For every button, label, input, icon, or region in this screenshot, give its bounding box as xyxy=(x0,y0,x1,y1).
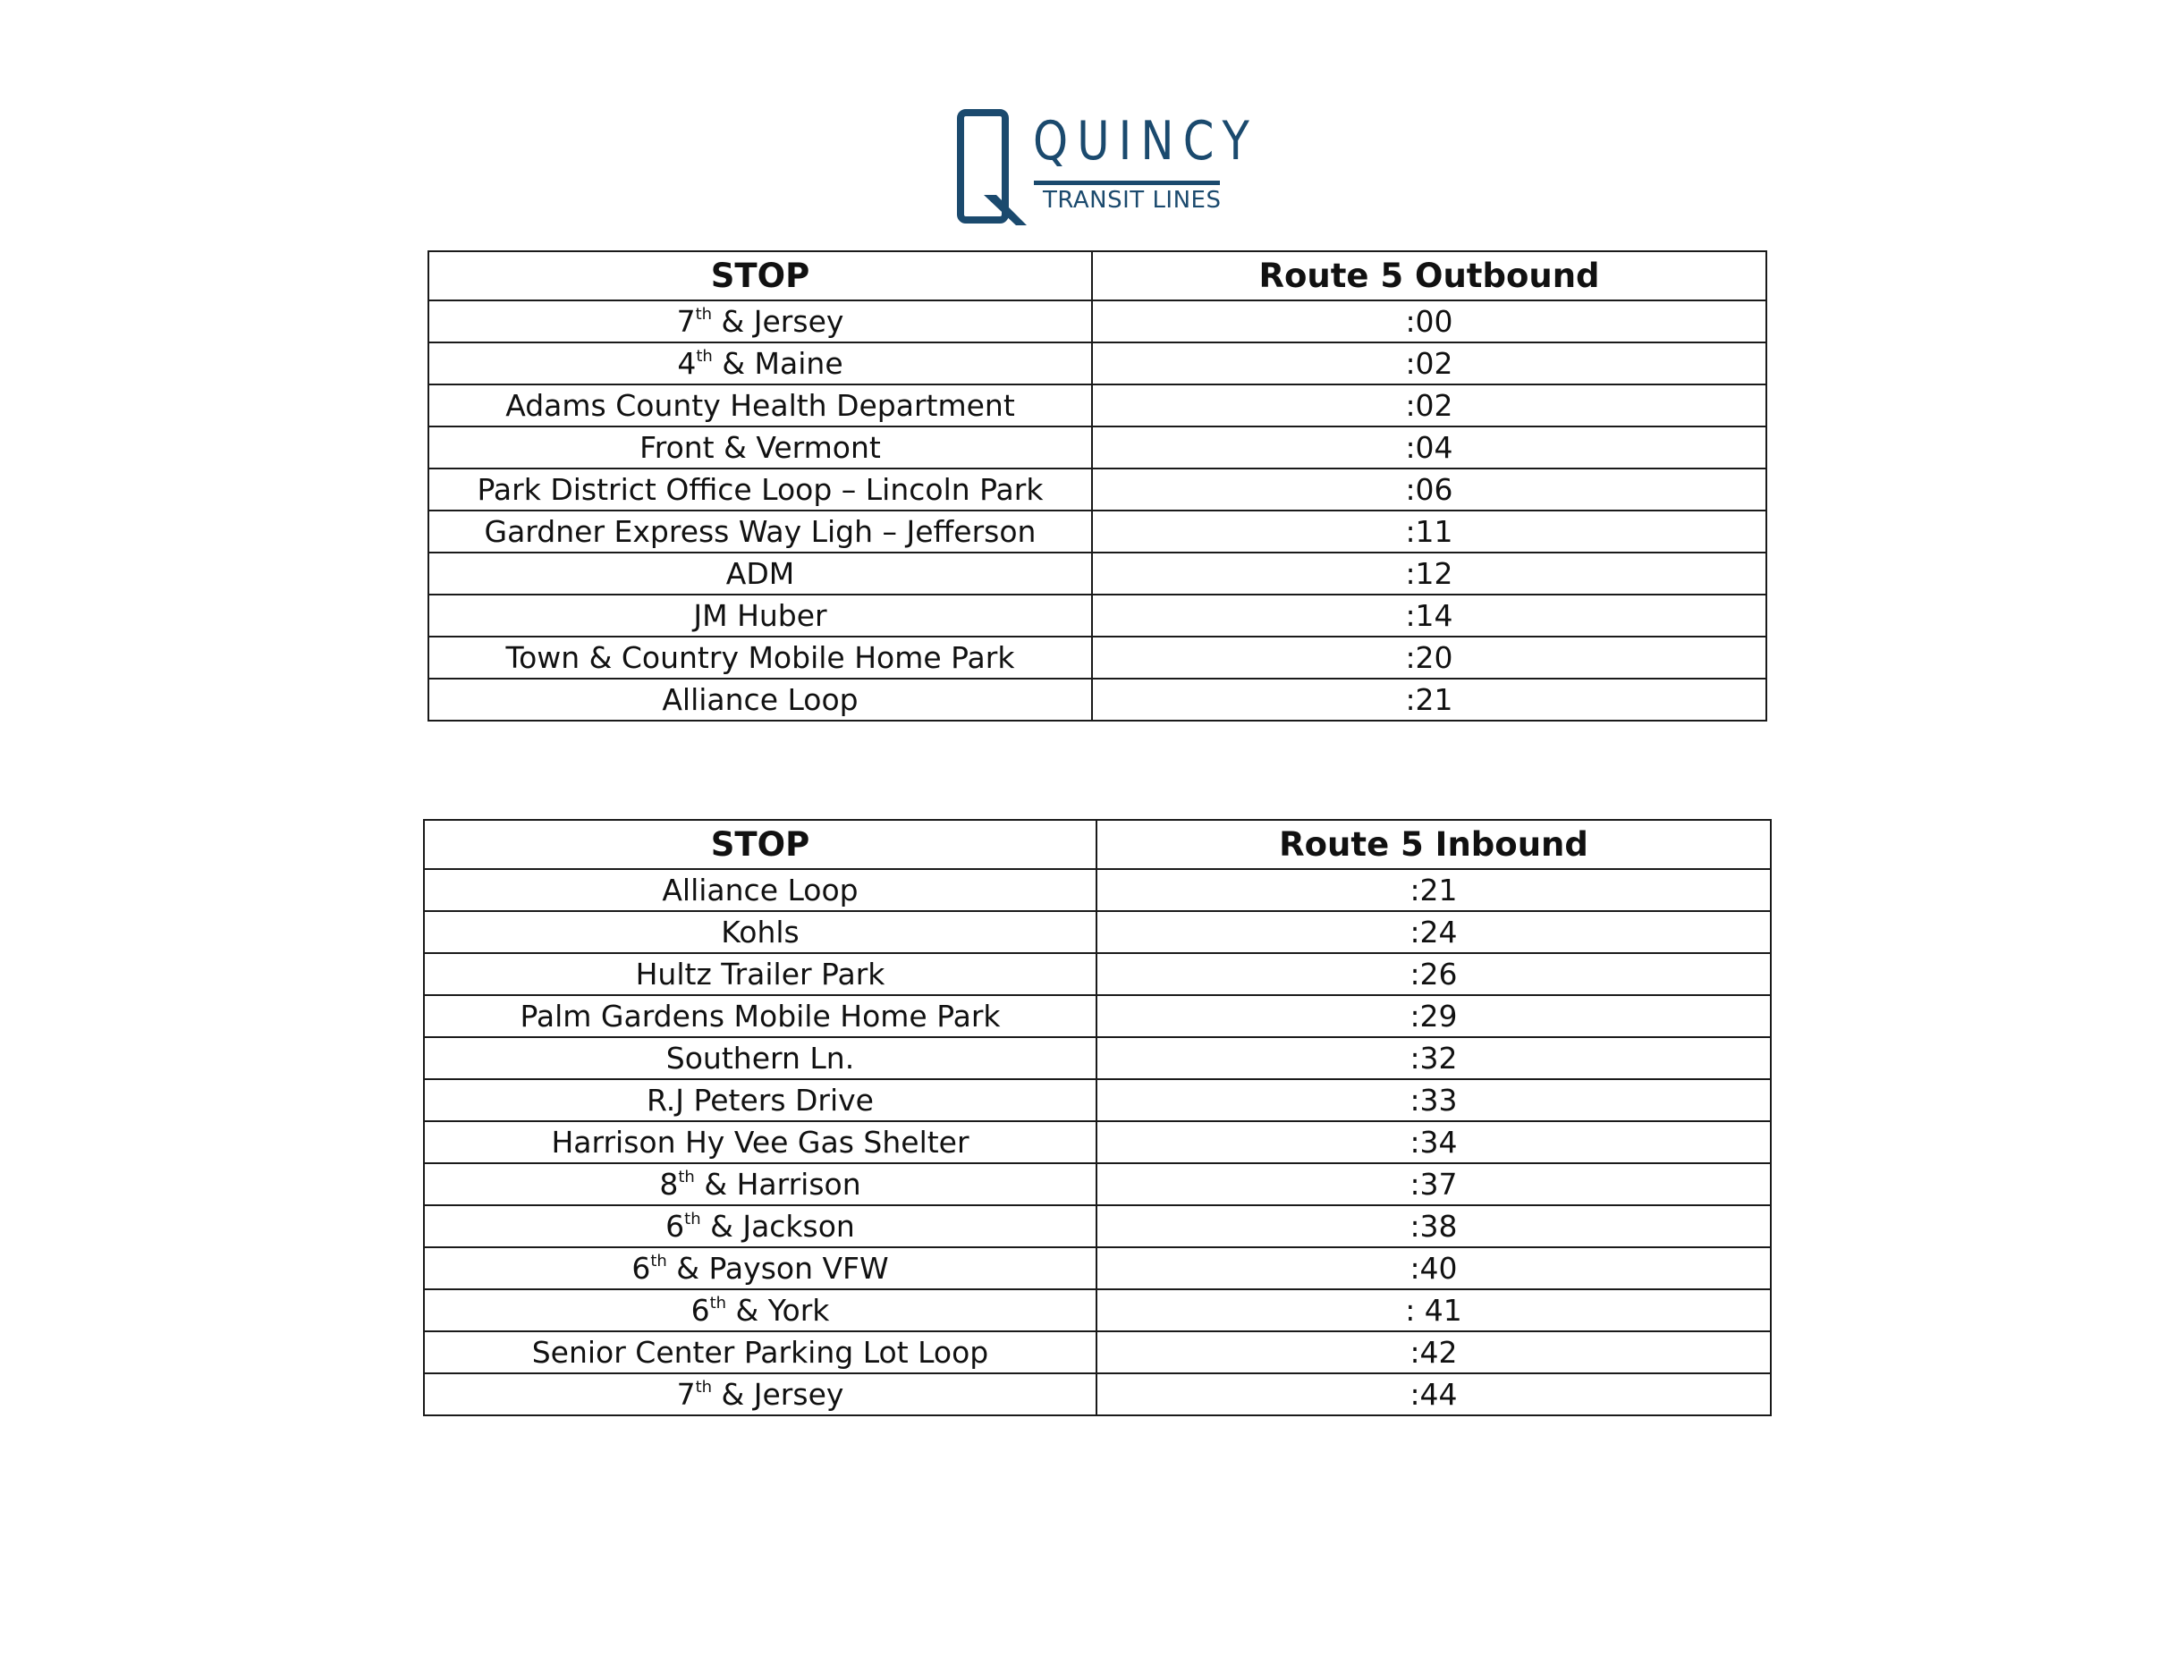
route-5-inbound-table xyxy=(423,819,1772,1416)
table-row xyxy=(428,342,1766,384)
stop-cell xyxy=(424,1205,1096,1247)
logo-divider xyxy=(1034,181,1220,185)
time-cell: :21 xyxy=(1096,869,1771,911)
table-row xyxy=(424,1289,1771,1331)
ordinal-suffix: th xyxy=(695,1378,713,1397)
ordinal-suffix: th xyxy=(696,347,713,366)
stop-name: JM Huber xyxy=(693,598,827,633)
stop-cell xyxy=(428,553,1092,595)
time-cell: :24 xyxy=(1096,911,1771,953)
stop-street-number: 8 xyxy=(659,1167,679,1202)
table-row xyxy=(424,1205,1771,1247)
stop-cell xyxy=(424,1289,1096,1331)
route-column-header: Route 5 Inbound xyxy=(1096,820,1771,869)
time-cell: :02 xyxy=(1092,384,1766,426)
stop-name: Gardner Express Way Ligh – Jefferson xyxy=(484,514,1037,549)
stop-cell xyxy=(428,595,1092,637)
stop-cell xyxy=(424,1079,1096,1121)
table-row xyxy=(424,953,1771,995)
time-cell: :26 xyxy=(1096,953,1771,995)
logo-wordmark: QUINCY xyxy=(1033,110,1258,173)
stop-cell xyxy=(424,911,1096,953)
stop-name: Harrison Hy Vee Gas Shelter xyxy=(551,1125,969,1160)
table-row xyxy=(424,1331,1771,1373)
stop-cell xyxy=(424,953,1096,995)
q-logo-icon xyxy=(957,109,1029,231)
stop-name: Senior Center Parking Lot Loop xyxy=(531,1335,989,1370)
route-column-header: Route 5 Outbound xyxy=(1092,251,1766,300)
stop-name: & Maine xyxy=(722,346,843,381)
table-row xyxy=(428,469,1766,511)
stop-name: & Jersey xyxy=(721,304,844,339)
table-row xyxy=(428,553,1766,595)
stop-name: Palm Gardens Mobile Home Park xyxy=(520,999,1001,1034)
stop-cell xyxy=(428,469,1092,511)
stop-street-number: 6 xyxy=(665,1209,685,1244)
stop-cell xyxy=(428,426,1092,469)
time-cell: :11 xyxy=(1092,511,1766,553)
stop-cell xyxy=(424,1163,1096,1205)
stop-cell xyxy=(428,384,1092,426)
stop-name: & York xyxy=(735,1293,830,1328)
stop-name: & Harrison xyxy=(704,1167,861,1202)
stop-street-number: 4 xyxy=(677,346,697,381)
stop-cell xyxy=(424,1121,1096,1163)
time-cell: :44 xyxy=(1096,1373,1771,1415)
stop-name: Kohls xyxy=(721,915,800,950)
time-cell: :29 xyxy=(1096,995,1771,1037)
stop-street-number: 7 xyxy=(676,1377,696,1412)
time-cell: :20 xyxy=(1092,637,1766,679)
ordinal-suffix: th xyxy=(650,1252,667,1271)
stop-cell xyxy=(428,511,1092,553)
stop-street-number: 6 xyxy=(690,1293,710,1328)
stop-cell xyxy=(424,1331,1096,1373)
stop-name: & Jackson xyxy=(710,1209,855,1244)
time-cell: :40 xyxy=(1096,1247,1771,1289)
stop-name: Alliance Loop xyxy=(662,682,859,717)
stop-column-header: STOP xyxy=(428,251,1092,300)
stop-name: ADM xyxy=(725,556,795,591)
stop-name: Southern Ln. xyxy=(665,1041,855,1076)
stop-cell xyxy=(424,995,1096,1037)
table-header-row xyxy=(424,820,1771,869)
time-cell: :38 xyxy=(1096,1205,1771,1247)
table-row xyxy=(424,1373,1771,1415)
stop-cell xyxy=(428,637,1092,679)
stop-name: Adams County Health Department xyxy=(505,388,1015,423)
time-cell: :06 xyxy=(1092,469,1766,511)
table-row xyxy=(424,1037,1771,1079)
table-row xyxy=(424,911,1771,953)
stop-cell xyxy=(428,679,1092,721)
stop-name: Park District Office Loop – Lincoln Park xyxy=(477,472,1044,507)
table-row xyxy=(428,595,1766,637)
stop-street-number: 6 xyxy=(631,1251,651,1286)
ordinal-suffix: th xyxy=(695,305,713,324)
stop-column-header: STOP xyxy=(424,820,1096,869)
table-row xyxy=(428,511,1766,553)
stop-cell xyxy=(424,1037,1096,1079)
time-cell: :33 xyxy=(1096,1079,1771,1121)
time-cell: :02 xyxy=(1092,342,1766,384)
table-row xyxy=(424,995,1771,1037)
ordinal-suffix: th xyxy=(678,1168,695,1186)
table-header-row xyxy=(428,251,1766,300)
stop-cell xyxy=(424,1373,1096,1415)
time-cell: :04 xyxy=(1092,426,1766,469)
route-5-outbound-table xyxy=(427,250,1767,722)
stop-name: R.J Peters Drive xyxy=(647,1083,874,1118)
time-cell: :37 xyxy=(1096,1163,1771,1205)
table-row xyxy=(424,869,1771,911)
time-cell: :21 xyxy=(1092,679,1766,721)
ordinal-suffix: th xyxy=(709,1294,727,1313)
quincy-transit-logo xyxy=(957,109,1258,231)
logo-subtitle: TRANSIT LINES xyxy=(1043,187,1222,214)
time-cell: :12 xyxy=(1092,553,1766,595)
table-row xyxy=(424,1121,1771,1163)
time-cell: : 41 xyxy=(1096,1289,1771,1331)
table-row xyxy=(428,300,1766,342)
table-row xyxy=(424,1163,1771,1205)
table-row xyxy=(428,426,1766,469)
table-row xyxy=(428,637,1766,679)
table-row xyxy=(428,384,1766,426)
stop-name: Hultz Trailer Park xyxy=(635,957,885,992)
time-cell: :34 xyxy=(1096,1121,1771,1163)
time-cell: :00 xyxy=(1092,300,1766,342)
stop-name: Town & Country Mobile Home Park xyxy=(505,640,1015,675)
stop-cell xyxy=(428,300,1092,342)
stop-cell xyxy=(424,1247,1096,1289)
time-cell: :32 xyxy=(1096,1037,1771,1079)
stop-name: & Payson VFW xyxy=(676,1251,889,1286)
table-row xyxy=(428,679,1766,721)
time-cell: :14 xyxy=(1092,595,1766,637)
table-row xyxy=(424,1079,1771,1121)
table-row xyxy=(424,1247,1771,1289)
stop-cell xyxy=(428,342,1092,384)
stop-name: Front & Vermont xyxy=(639,430,881,465)
time-cell: :42 xyxy=(1096,1331,1771,1373)
stop-cell xyxy=(424,869,1096,911)
stop-name: & Jersey xyxy=(721,1377,844,1412)
stop-street-number: 7 xyxy=(676,304,696,339)
ordinal-suffix: th xyxy=(684,1210,701,1228)
stop-name: Alliance Loop xyxy=(662,873,859,908)
